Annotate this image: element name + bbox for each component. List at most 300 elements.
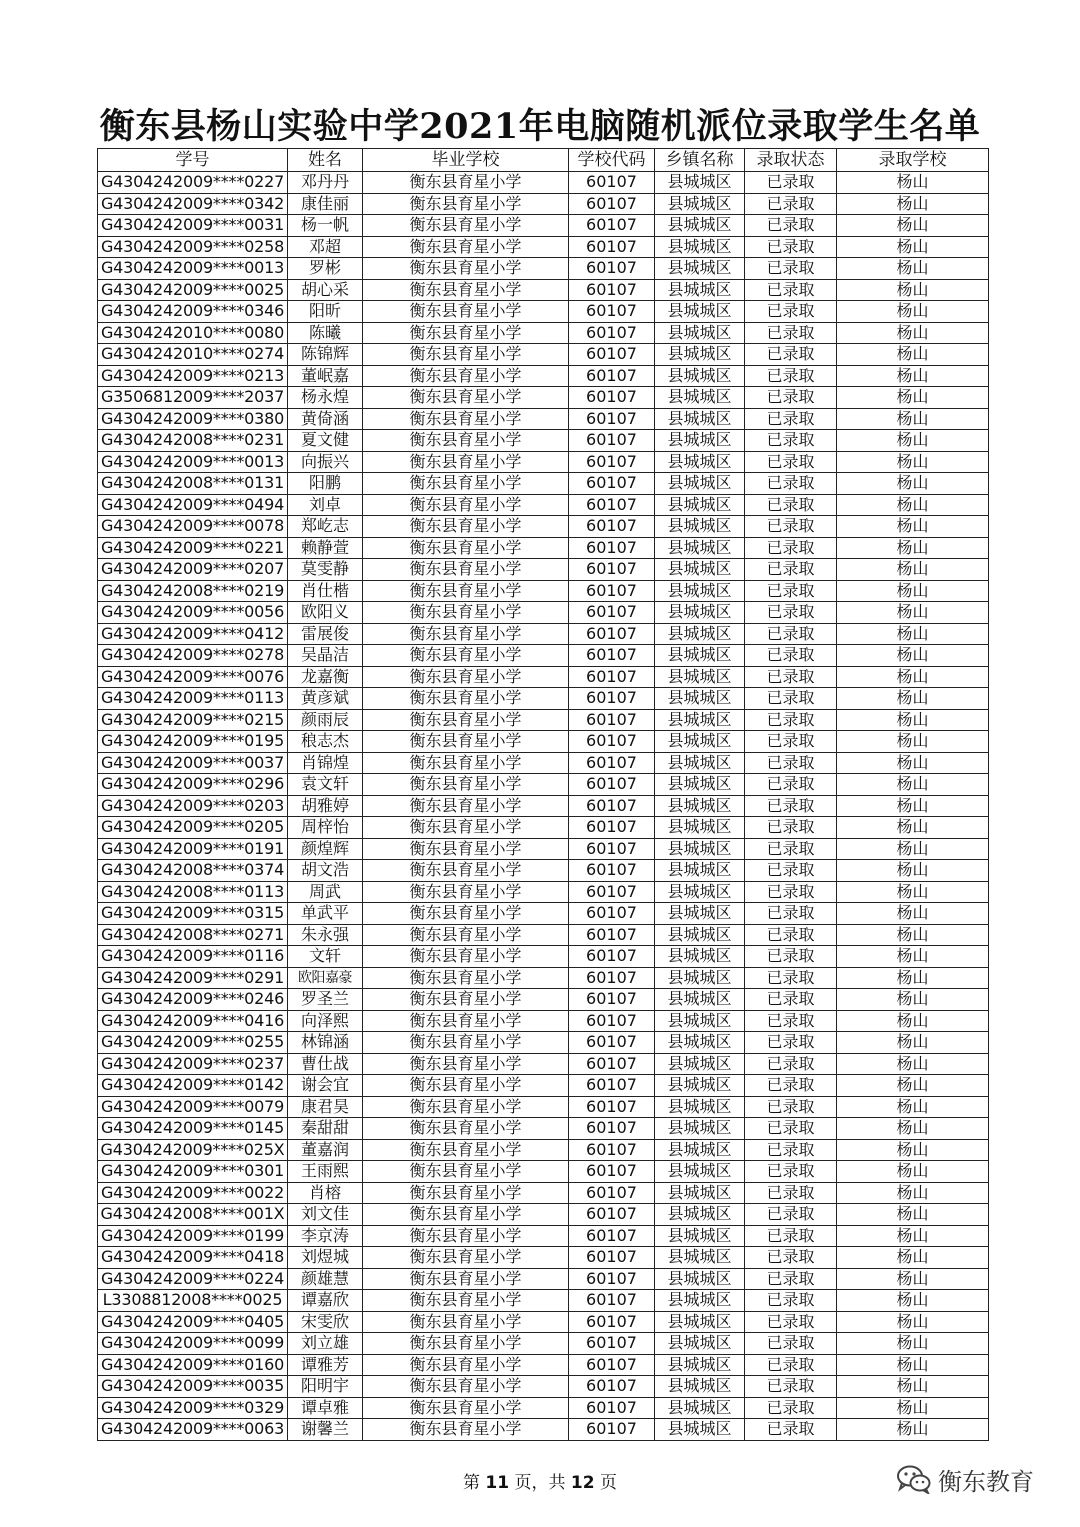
cell-admitted-school: 杨山 [837, 688, 989, 710]
cell-student-id: G4304242008****001X [98, 1204, 288, 1226]
cell-admitted-school: 杨山 [837, 623, 989, 645]
cell-admission-status: 已录取 [745, 623, 837, 645]
cell-school-code: 60107 [569, 1419, 655, 1441]
cell-name: 刘文佳 [288, 1204, 363, 1226]
table-row [98, 623, 989, 645]
cell-school-code: 60107 [569, 709, 655, 731]
cell-township: 县城城区 [655, 666, 745, 688]
cell-student-id: G4304242009****0258 [98, 236, 288, 258]
cell-student-id: G4304242008****0131 [98, 473, 288, 495]
cell-admission-status: 已录取 [745, 1354, 837, 1376]
cell-name: 稂志杰 [288, 731, 363, 753]
cell-graduation-school: 衡东县育星小学 [363, 903, 569, 925]
cell-township: 县城城区 [655, 473, 745, 495]
cell-name: 欧阳义 [288, 602, 363, 624]
table-row [98, 365, 989, 387]
table-row [98, 580, 989, 602]
cell-township: 县城城区 [655, 860, 745, 882]
cell-admission-status: 已录取 [745, 559, 837, 581]
cell-graduation-school: 衡东县育星小学 [363, 1419, 569, 1441]
watermark-text: 衡东教育 [938, 1467, 1034, 1496]
cell-graduation-school: 衡东县育星小学 [363, 860, 569, 882]
cell-admission-status: 已录取 [745, 258, 837, 280]
cell-admission-status: 已录取 [745, 1010, 837, 1032]
watermark [896, 1462, 1034, 1496]
cell-graduation-school: 衡东县育星小学 [363, 559, 569, 581]
cell-admitted-school: 杨山 [837, 1268, 989, 1290]
cell-admitted-school: 杨山 [837, 1247, 989, 1269]
header-school-code: 学校代码 [569, 149, 655, 172]
cell-school-code: 60107 [569, 1225, 655, 1247]
cell-admission-status: 已录取 [745, 774, 837, 796]
cell-graduation-school: 衡东县育星小学 [363, 1204, 569, 1226]
cell-graduation-school: 衡东县育星小学 [363, 279, 569, 301]
cell-student-id: G4304242009****0315 [98, 903, 288, 925]
cell-name: 谭嘉欣 [288, 1290, 363, 1312]
cell-name: 吴晶洁 [288, 645, 363, 667]
cell-name: 谭雅芳 [288, 1354, 363, 1376]
cell-school-code: 60107 [569, 236, 655, 258]
cell-name: 颜雨辰 [288, 709, 363, 731]
cell-graduation-school: 衡东县育星小学 [363, 795, 569, 817]
cell-township: 县城城区 [655, 967, 745, 989]
cell-school-code: 60107 [569, 1096, 655, 1118]
footer-suffix: 页 [594, 1473, 617, 1493]
table-row [98, 1225, 989, 1247]
table-row [98, 236, 989, 258]
cell-student-id: G3506812009****2037 [98, 387, 288, 409]
cell-graduation-school: 衡东县育星小学 [363, 752, 569, 774]
cell-student-id: G4304242008****0231 [98, 430, 288, 452]
cell-student-id: G4304242009****0199 [98, 1225, 288, 1247]
cell-graduation-school: 衡东县育星小学 [363, 1075, 569, 1097]
table-row [98, 1268, 989, 1290]
cell-admitted-school: 杨山 [837, 1225, 989, 1247]
cell-admitted-school: 杨山 [837, 430, 989, 452]
cell-admitted-school: 杨山 [837, 1182, 989, 1204]
cell-name: 谢会宜 [288, 1075, 363, 1097]
table-row [98, 709, 989, 731]
cell-admission-status: 已录取 [745, 1397, 837, 1419]
cell-student-id: G4304242009****0224 [98, 1268, 288, 1290]
admission-table [97, 148, 989, 1441]
cell-graduation-school: 衡东县育星小学 [363, 1096, 569, 1118]
cell-graduation-school: 衡东县育星小学 [363, 193, 569, 215]
cell-name: 阳鹏 [288, 473, 363, 495]
cell-admitted-school: 杨山 [837, 1075, 989, 1097]
cell-name: 杨一帆 [288, 215, 363, 237]
cell-name: 刘卓 [288, 494, 363, 516]
cell-student-id: G4304242009****0022 [98, 1182, 288, 1204]
cell-school-code: 60107 [569, 279, 655, 301]
cell-admission-status: 已录取 [745, 795, 837, 817]
cell-graduation-school: 衡东县育星小学 [363, 387, 569, 409]
cell-school-code: 60107 [569, 387, 655, 409]
cell-student-id: L3308812008****0025 [98, 1290, 288, 1312]
cell-township: 县城城区 [655, 387, 745, 409]
cell-township: 县城城区 [655, 731, 745, 753]
cell-school-code: 60107 [569, 430, 655, 452]
table-row [98, 1032, 989, 1054]
cell-graduation-school: 衡东县育星小学 [363, 516, 569, 538]
cell-township: 县城城区 [655, 623, 745, 645]
header-graduation-school: 毕业学校 [363, 149, 569, 172]
cell-admission-status: 已录取 [745, 301, 837, 323]
cell-graduation-school: 衡东县育星小学 [363, 623, 569, 645]
cell-school-code: 60107 [569, 408, 655, 430]
cell-admission-status: 已录取 [745, 1096, 837, 1118]
cell-school-code: 60107 [569, 322, 655, 344]
cell-township: 县城城区 [655, 365, 745, 387]
cell-admission-status: 已录取 [745, 1053, 837, 1075]
cell-school-code: 60107 [569, 365, 655, 387]
cell-student-id: G4304242009****0278 [98, 645, 288, 667]
cell-admitted-school: 杨山 [837, 559, 989, 581]
cell-school-code: 60107 [569, 301, 655, 323]
cell-admitted-school: 杨山 [837, 258, 989, 280]
cell-admission-status: 已录取 [745, 451, 837, 473]
cell-graduation-school: 衡东县育星小学 [363, 1376, 569, 1398]
cell-name: 董岷嘉 [288, 365, 363, 387]
cell-school-code: 60107 [569, 1247, 655, 1269]
cell-graduation-school: 衡东县育星小学 [363, 365, 569, 387]
cell-admitted-school: 杨山 [837, 215, 989, 237]
cell-name: 陈曦 [288, 322, 363, 344]
cell-township: 县城城区 [655, 322, 745, 344]
table-row [98, 1075, 989, 1097]
cell-name: 罗圣兰 [288, 989, 363, 1011]
cell-student-id: G4304242009****0078 [98, 516, 288, 538]
cell-student-id: G4304242008****0374 [98, 860, 288, 882]
table-body [98, 172, 989, 1441]
table-row [98, 1182, 989, 1204]
cell-admission-status: 已录取 [745, 989, 837, 1011]
cell-name: 向振兴 [288, 451, 363, 473]
cell-graduation-school: 衡东县育星小学 [363, 580, 569, 602]
cell-township: 县城城区 [655, 1290, 745, 1312]
table-row [98, 1290, 989, 1312]
cell-student-id: G4304242009****0412 [98, 623, 288, 645]
cell-township: 县城城区 [655, 344, 745, 366]
cell-school-code: 60107 [569, 344, 655, 366]
cell-admitted-school: 杨山 [837, 1139, 989, 1161]
cell-student-id: G4304242009****0416 [98, 1010, 288, 1032]
cell-name: 周梓怡 [288, 817, 363, 839]
cell-township: 县城城区 [655, 817, 745, 839]
cell-school-code: 60107 [569, 645, 655, 667]
table-row [98, 1376, 989, 1398]
table-row [98, 537, 989, 559]
table-row [98, 731, 989, 753]
cell-admission-status: 已录取 [745, 1376, 837, 1398]
cell-school-code: 60107 [569, 258, 655, 280]
header-admitted-school: 录取学校 [837, 149, 989, 172]
cell-admitted-school: 杨山 [837, 516, 989, 538]
cell-admitted-school: 杨山 [837, 967, 989, 989]
cell-student-id: G4304242009****025X [98, 1139, 288, 1161]
cell-student-id: G4304242009****0215 [98, 709, 288, 731]
cell-township: 县城城区 [655, 1010, 745, 1032]
cell-school-code: 60107 [569, 1053, 655, 1075]
cell-name: 杨永煌 [288, 387, 363, 409]
cell-admission-status: 已录取 [745, 172, 837, 194]
cell-township: 县城城区 [655, 752, 745, 774]
cell-school-code: 60107 [569, 881, 655, 903]
cell-admission-status: 已录取 [745, 1247, 837, 1269]
cell-name: 夏文健 [288, 430, 363, 452]
cell-admission-status: 已录取 [745, 1333, 837, 1355]
cell-admitted-school: 杨山 [837, 580, 989, 602]
cell-graduation-school: 衡东县育星小学 [363, 408, 569, 430]
cell-admission-status: 已录取 [745, 494, 837, 516]
cell-name: 阳明宇 [288, 1376, 363, 1398]
cell-student-id: G4304242009****0076 [98, 666, 288, 688]
cell-graduation-school: 衡东县育星小学 [363, 537, 569, 559]
cell-school-code: 60107 [569, 1397, 655, 1419]
table-row [98, 1096, 989, 1118]
cell-school-code: 60107 [569, 1118, 655, 1140]
cell-graduation-school: 衡东县育星小学 [363, 215, 569, 237]
cell-admission-status: 已录取 [745, 344, 837, 366]
cell-school-code: 60107 [569, 623, 655, 645]
cell-school-code: 60107 [569, 494, 655, 516]
table-row [98, 1397, 989, 1419]
cell-student-id: G4304242009****0191 [98, 838, 288, 860]
cell-graduation-school: 衡东县育星小学 [363, 1182, 569, 1204]
cell-township: 县城城区 [655, 580, 745, 602]
header-name: 姓名 [288, 149, 363, 172]
table-row [98, 279, 989, 301]
cell-admitted-school: 杨山 [837, 752, 989, 774]
cell-name: 胡雅婷 [288, 795, 363, 817]
cell-graduation-school: 衡东县育星小学 [363, 1397, 569, 1419]
cell-student-id: G4304242009****0013 [98, 451, 288, 473]
cell-graduation-school: 衡东县育星小学 [363, 322, 569, 344]
cell-school-code: 60107 [569, 795, 655, 817]
cell-township: 县城城区 [655, 1268, 745, 1290]
cell-student-id: G4304242009****0291 [98, 967, 288, 989]
table-row [98, 1419, 989, 1441]
cell-township: 县城城区 [655, 1419, 745, 1441]
cell-school-code: 60107 [569, 946, 655, 968]
cell-school-code: 60107 [569, 580, 655, 602]
cell-admitted-school: 杨山 [837, 881, 989, 903]
cell-admission-status: 已录取 [745, 473, 837, 495]
cell-student-id: G4304242009****0037 [98, 752, 288, 774]
cell-student-id: G4304242009****0237 [98, 1053, 288, 1075]
table-row [98, 559, 989, 581]
cell-admitted-school: 杨山 [837, 172, 989, 194]
table-header-row [98, 149, 989, 172]
table-row [98, 1247, 989, 1269]
cell-name: 林锦涵 [288, 1032, 363, 1054]
table-row [98, 817, 989, 839]
cell-admitted-school: 杨山 [837, 924, 989, 946]
cell-school-code: 60107 [569, 1354, 655, 1376]
cell-school-code: 60107 [569, 924, 655, 946]
cell-name: 肖榕 [288, 1182, 363, 1204]
table-row [98, 344, 989, 366]
cell-admission-status: 已录取 [745, 666, 837, 688]
cell-name: 康君昊 [288, 1096, 363, 1118]
cell-admitted-school: 杨山 [837, 645, 989, 667]
cell-township: 县城城区 [655, 645, 745, 667]
cell-student-id: G4304242009****0160 [98, 1354, 288, 1376]
page-title: 衡东县杨山实验中学2021年电脑随机派位录取学生名单 [99, 106, 981, 147]
table-row [98, 688, 989, 710]
cell-admitted-school: 杨山 [837, 1010, 989, 1032]
cell-admission-status: 已录取 [745, 1161, 837, 1183]
cell-admitted-school: 杨山 [837, 408, 989, 430]
cell-graduation-school: 衡东县育星小学 [363, 1247, 569, 1269]
cell-township: 县城城区 [655, 688, 745, 710]
cell-name: 董嘉润 [288, 1139, 363, 1161]
cell-name: 罗彬 [288, 258, 363, 280]
cell-name: 谭卓雅 [288, 1397, 363, 1419]
cell-name: 文轩 [288, 946, 363, 968]
cell-student-id: G4304242009****0203 [98, 795, 288, 817]
cell-admission-status: 已录取 [745, 279, 837, 301]
cell-admitted-school: 杨山 [837, 451, 989, 473]
cell-student-id: G4304242009****0116 [98, 946, 288, 968]
cell-admission-status: 已录取 [745, 752, 837, 774]
cell-admission-status: 已录取 [745, 516, 837, 538]
cell-school-code: 60107 [569, 1182, 655, 1204]
cell-admitted-school: 杨山 [837, 666, 989, 688]
cell-school-code: 60107 [569, 1204, 655, 1226]
cell-graduation-school: 衡东县育星小学 [363, 1010, 569, 1032]
cell-name: 胡心采 [288, 279, 363, 301]
cell-admission-status: 已录取 [745, 731, 837, 753]
cell-admission-status: 已录取 [745, 903, 837, 925]
cell-township: 县城城区 [655, 989, 745, 1011]
table-row [98, 1204, 989, 1226]
cell-township: 县城城区 [655, 559, 745, 581]
cell-name: 宋雯欣 [288, 1311, 363, 1333]
cell-student-id: G4304242009****0031 [98, 215, 288, 237]
cell-township: 县城城区 [655, 172, 745, 194]
cell-graduation-school: 衡东县育星小学 [363, 645, 569, 667]
cell-admitted-school: 杨山 [837, 1419, 989, 1441]
cell-name: 周武 [288, 881, 363, 903]
cell-admitted-school: 杨山 [837, 1311, 989, 1333]
cell-name: 王雨熙 [288, 1161, 363, 1183]
cell-township: 县城城区 [655, 279, 745, 301]
cell-graduation-school: 衡东县育星小学 [363, 989, 569, 1011]
table-row [98, 946, 989, 968]
cell-admitted-school: 杨山 [837, 1376, 989, 1398]
cell-name: 康佳丽 [288, 193, 363, 215]
cell-name: 刘煜城 [288, 1247, 363, 1269]
table-row [98, 1010, 989, 1032]
cell-admission-status: 已录取 [745, 193, 837, 215]
cell-school-code: 60107 [569, 537, 655, 559]
cell-admission-status: 已录取 [745, 924, 837, 946]
cell-township: 县城城区 [655, 516, 745, 538]
table-row [98, 1354, 989, 1376]
cell-student-id: G4304242009****0025 [98, 279, 288, 301]
cell-graduation-school: 衡东县育星小学 [363, 1053, 569, 1075]
cell-student-id: G4304242009****0405 [98, 1311, 288, 1333]
cell-student-id: G4304242009****0207 [98, 559, 288, 581]
cell-graduation-school: 衡东县育星小学 [363, 1225, 569, 1247]
cell-township: 县城城区 [655, 1096, 745, 1118]
table-row [98, 516, 989, 538]
cell-admission-status: 已录取 [745, 1290, 837, 1312]
cell-school-code: 60107 [569, 817, 655, 839]
cell-student-id: G4304242009****0213 [98, 365, 288, 387]
cell-township: 县城城区 [655, 494, 745, 516]
cell-township: 县城城区 [655, 430, 745, 452]
cell-name: 阳昕 [288, 301, 363, 323]
cell-name: 莫雯静 [288, 559, 363, 581]
table-row [98, 1118, 989, 1140]
cell-admitted-school: 杨山 [837, 795, 989, 817]
cell-admitted-school: 杨山 [837, 1333, 989, 1355]
cell-student-id: G4304242009****0301 [98, 1161, 288, 1183]
cell-school-code: 60107 [569, 688, 655, 710]
cell-township: 县城城区 [655, 602, 745, 624]
cell-school-code: 60107 [569, 1268, 655, 1290]
cell-admitted-school: 杨山 [837, 1053, 989, 1075]
cell-student-id: G4304242009****0227 [98, 172, 288, 194]
table-row [98, 430, 989, 452]
cell-admission-status: 已录取 [745, 1225, 837, 1247]
cell-graduation-school: 衡东县育星小学 [363, 344, 569, 366]
cell-graduation-school: 衡东县育星小学 [363, 430, 569, 452]
cell-township: 县城城区 [655, 537, 745, 559]
footer-middle: 页，共 [509, 1473, 571, 1493]
table-row [98, 172, 989, 194]
cell-student-id: G4304242009****0099 [98, 1333, 288, 1355]
cell-admission-status: 已录取 [745, 645, 837, 667]
table-row [98, 322, 989, 344]
cell-admitted-school: 杨山 [837, 731, 989, 753]
cell-school-code: 60107 [569, 731, 655, 753]
cell-name: 颜煌辉 [288, 838, 363, 860]
cell-admitted-school: 杨山 [837, 537, 989, 559]
cell-student-id: G4304242008****0219 [98, 580, 288, 602]
cell-township: 县城城区 [655, 774, 745, 796]
cell-admitted-school: 杨山 [837, 473, 989, 495]
cell-name: 黄倚涵 [288, 408, 363, 430]
table-row [98, 666, 989, 688]
cell-graduation-school: 衡东县育星小学 [363, 1290, 569, 1312]
cell-admission-status: 已录取 [745, 1268, 837, 1290]
cell-school-code: 60107 [569, 602, 655, 624]
cell-name: 肖锦煌 [288, 752, 363, 774]
cell-admitted-school: 杨山 [837, 989, 989, 1011]
cell-admitted-school: 杨山 [837, 322, 989, 344]
cell-graduation-school: 衡东县育星小学 [363, 1354, 569, 1376]
cell-admitted-school: 杨山 [837, 344, 989, 366]
cell-admission-status: 已录取 [745, 1204, 837, 1226]
table-row [98, 301, 989, 323]
cell-admitted-school: 杨山 [837, 1161, 989, 1183]
cell-name: 肖仕楷 [288, 580, 363, 602]
header-student-id: 学号 [98, 149, 288, 172]
cell-school-code: 60107 [569, 1376, 655, 1398]
cell-admission-status: 已录取 [745, 365, 837, 387]
cell-graduation-school: 衡东县育星小学 [363, 924, 569, 946]
table-row [98, 451, 989, 473]
cell-graduation-school: 衡东县育星小学 [363, 1118, 569, 1140]
cell-admitted-school: 杨山 [837, 838, 989, 860]
cell-admission-status: 已录取 [745, 537, 837, 559]
cell-student-id: G4304242009****0056 [98, 602, 288, 624]
cell-township: 县城城区 [655, 1376, 745, 1398]
cell-school-code: 60107 [569, 774, 655, 796]
